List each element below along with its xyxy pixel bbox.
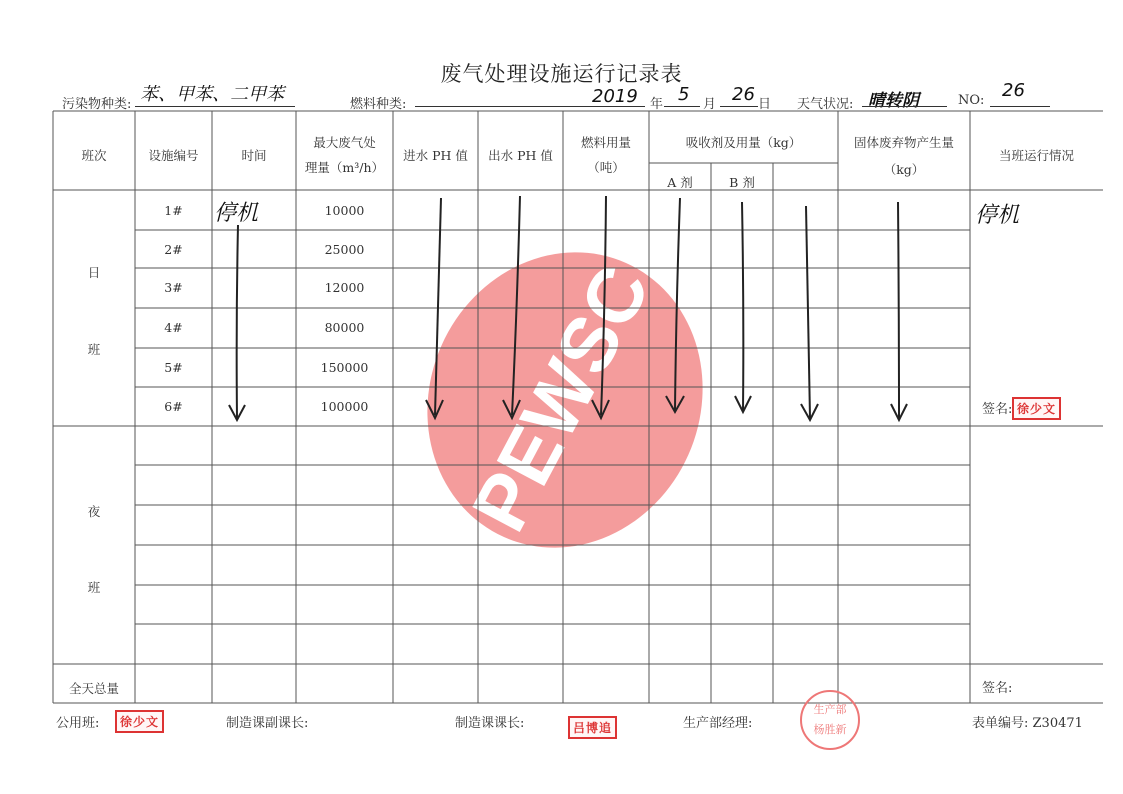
col-absorbent: 吸收剂及用量（kg）	[685, 135, 802, 150]
time-note-handwritten: 停机	[214, 201, 259, 226]
chief-stamp: 吕博追	[568, 716, 617, 739]
manager-stamp-line1: 生产部	[813, 703, 847, 716]
public-shift-stamp: 徐少文	[115, 710, 164, 733]
month-value: 5	[678, 84, 690, 105]
day-sign-label: 签名:	[982, 402, 1013, 417]
form-number: 表单编号: Z30471	[972, 716, 1083, 731]
row3-facility: 3#	[164, 280, 183, 295]
day-shift-label-1: 日	[87, 265, 101, 280]
col-fuel-line2: （吨）	[587, 160, 625, 175]
pollutant-label: 污染物种类:	[62, 97, 132, 112]
col-max-gas-line1: 最大废气处	[313, 135, 376, 150]
status-note-handwritten: 停机	[975, 203, 1020, 228]
col-solid-line2: （kg）	[883, 162, 925, 177]
col-time: 时间	[241, 148, 267, 163]
year-value: 2019	[592, 86, 638, 107]
fuel-label: 燃料种类:	[350, 97, 407, 112]
weather-value: 晴转阴	[868, 91, 919, 111]
day-shift-label-2: 班	[87, 342, 101, 357]
row6-facility: 6#	[164, 399, 183, 414]
row2-facility: 2#	[164, 242, 183, 257]
year-label: 年	[650, 97, 664, 112]
col-solid-line1: 固体废弃物产生量	[853, 135, 954, 150]
deputy-chief-label: 制造课副课长:	[226, 716, 309, 731]
night-shift-label-1: 夜	[87, 504, 101, 519]
row6-max-gas: 100000	[320, 399, 369, 414]
total-label: 全天总量	[68, 681, 119, 696]
row3-max-gas: 12000	[324, 280, 365, 295]
manager-stamp-line2: 杨胜新	[813, 723, 847, 736]
col-outlet-ph: 出水 PH 值	[488, 148, 553, 163]
day-label: 日	[758, 97, 772, 112]
col-fuel-line1: 燃料用量	[580, 135, 631, 150]
row1-facility: 1#	[164, 203, 183, 218]
col-inlet-ph: 进水 PH 值	[403, 148, 468, 163]
form-title: 废气处理设施运行记录表	[440, 62, 683, 86]
row5-facility: 5#	[164, 360, 183, 375]
col-facility-no: 设施编号	[148, 148, 199, 163]
total-sign-label: 签名:	[982, 681, 1013, 696]
row1-max-gas: 10000	[324, 203, 365, 218]
day-sign-stamp: 徐少文	[1012, 397, 1061, 420]
col-shift: 班次	[81, 148, 107, 163]
col-agent-a: A 剂	[667, 175, 693, 190]
chief-label: 制造课课长:	[455, 716, 525, 731]
pollutant-value: 苯、甲苯、二甲苯	[140, 84, 284, 105]
col-max-gas-line2: 理量（m³/h）	[304, 160, 385, 175]
month-label: 月	[703, 97, 717, 112]
watermark-text: PEWSC	[454, 250, 667, 545]
col-status: 当班运行情况	[998, 148, 1074, 163]
manager-label: 生产部经理:	[683, 716, 753, 731]
row2-max-gas: 25000	[324, 242, 365, 257]
no-value: 26	[1002, 80, 1025, 101]
no-label: NO:	[958, 93, 985, 108]
col-agent-b: B 剂	[729, 175, 755, 190]
night-shift-label-2: 班	[87, 580, 101, 595]
row4-max-gas: 80000	[324, 320, 365, 335]
row5-max-gas: 150000	[320, 360, 369, 375]
row4-facility: 4#	[164, 320, 183, 335]
public-shift-label: 公用班:	[56, 716, 100, 731]
day-value: 26	[732, 84, 755, 105]
weather-label: 天气状况:	[797, 97, 854, 112]
manager-round-stamp	[800, 690, 860, 750]
